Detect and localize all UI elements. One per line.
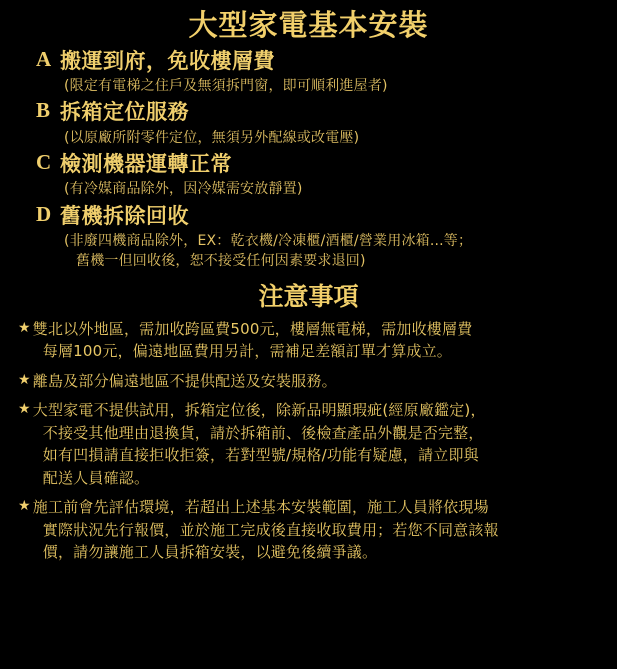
star-icon: ★ [18,498,31,515]
note-line: 如有凹損請直接拒收拒簽，若對型號/規格/功能有疑慮，請立即與 [42,446,479,465]
notes-list [10,318,607,564]
item-letter: B [36,98,51,123]
item-heading: 拆箱定位服務 [60,100,189,125]
list-item [10,150,607,200]
note-item [18,496,603,564]
note-text [33,318,603,363]
note-text [33,496,603,564]
item-description-line2: 舊機一但回收後，恕不接受任何因素要求退回) [76,253,366,270]
item-description [36,231,607,272]
notes-title: 注意事項 [258,281,359,311]
item-description: (限定有電梯之住戶及無須拆門窗，即可順利進屋者) [64,78,388,95]
note-line: 施工前會先評估環境，若超出上述基本安裝範圍，施工人員將依現場 [32,498,489,517]
star-icon: ★ [18,319,31,336]
note-item [18,370,603,393]
item-description: (以原廠所附零件定位，無須另外配線或改電壓) [64,129,360,146]
note-line: 每層100元，偏遠地區費用另計，需補足差額訂單才算成立。 [42,342,452,361]
page-title: 大型家電基本安裝 [188,8,429,42]
note-line: 離島及部分偏遠地區不提供配送及安裝服務。 [32,371,337,390]
note-text [33,399,603,489]
note-item [18,399,603,489]
promo-page [0,8,617,669]
item-letter: D [36,201,52,226]
star-icon: ★ [18,371,31,388]
star-icon: ★ [18,401,31,418]
note-line: 價，請勿讓施工人員拆箱安裝，以避免後續爭議。 [42,543,378,562]
item-heading: 舊機拆除回收 [60,203,189,228]
note-line: 配送人員確認。 [42,468,150,487]
item-letter: A [36,46,52,71]
note-line: 不接受其他理由退換貨，請於拆箱前、後檢查產品外觀是否完整， [42,423,484,442]
note-line: 雙北以外地區，需加收跨區費500元，樓層無電梯，需加收樓層費 [32,319,473,338]
list-item [10,47,607,97]
list-item [10,202,607,272]
note-line: 大型家電不提供試用，拆箱定位後，除新品明顯瑕疵(經原廠鑑定)， [32,401,486,420]
note-line: 實際狀況先行報價，並於施工完成後直接收取費用；若您不同意該報 [42,520,499,539]
item-heading: 檢測機器運轉正常 [60,152,232,177]
note-item [18,318,603,363]
item-heading: 搬運到府，免收樓層費 [60,48,275,73]
list-item [10,98,607,148]
item-letter: C [36,150,52,175]
note-text [33,370,603,393]
item-description: (有冷媒商品除外，因冷媒需安放靜置) [64,181,303,198]
item-description-line1: (非廢四機商品除外，EX：乾衣機/冷凍櫃/酒櫃/營業用冰箱...等； [64,233,473,250]
